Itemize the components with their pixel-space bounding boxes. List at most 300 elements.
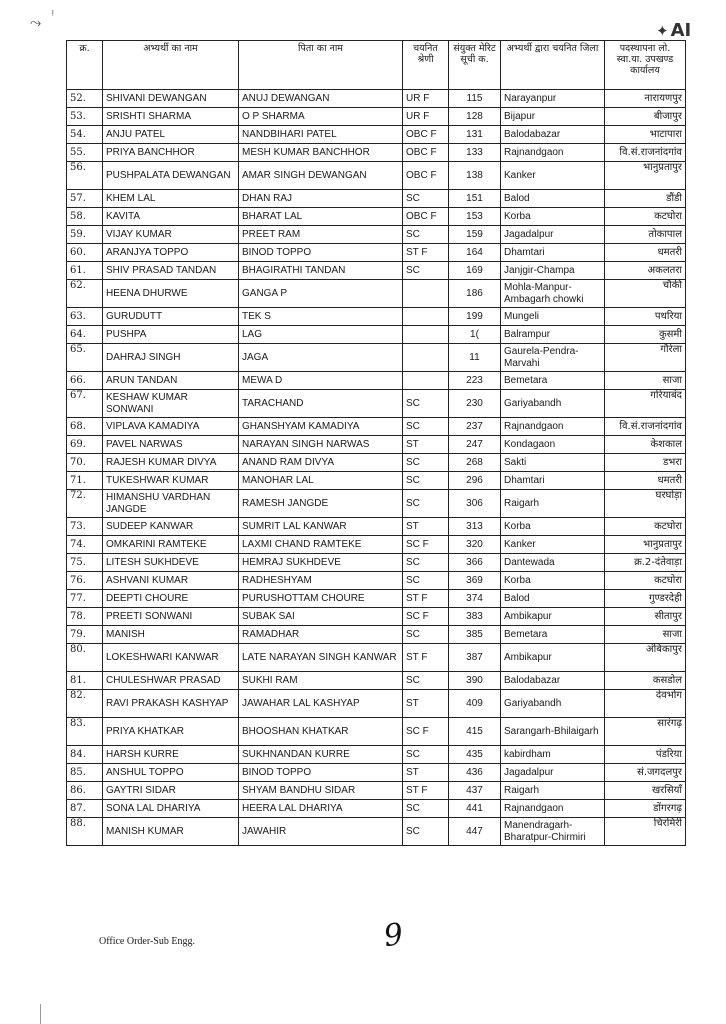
cell-merit: 11 — [449, 344, 501, 372]
cell-category: SC — [403, 418, 449, 436]
cell-sno: 67. — [67, 390, 103, 418]
cell-father-name: HEMRAJ SUKHDEVE — [239, 554, 403, 572]
cell-district: Raigarh — [501, 490, 605, 518]
cell-category: SC — [403, 390, 449, 418]
cell-district: Ambikapur — [501, 608, 605, 626]
cell-candidate-name: ARUN TANDAN — [103, 372, 239, 390]
cell-category: ST F — [403, 782, 449, 800]
cell-merit: 128 — [449, 108, 501, 126]
cell-father-name: MESH KUMAR BANCHHOR — [239, 144, 403, 162]
cell-sno: 87. — [67, 800, 103, 818]
cell-father-name: RADHESHYAM — [239, 572, 403, 590]
cell-district: Sarangarh-Bhilaigarh — [501, 718, 605, 746]
cell-candidate-name: HIMANSHU VARDHAN JANGDE — [103, 490, 239, 518]
cell-father-name: MEWA D — [239, 372, 403, 390]
cell-merit: 169 — [449, 262, 501, 280]
cell-merit: 447 — [449, 818, 501, 846]
table-row — [67, 244, 686, 262]
cell-father-name: GHANSHYAM KAMADIYA — [239, 418, 403, 436]
cell-category: OBC F — [403, 126, 449, 144]
cell-father-name: JAWAHIR — [239, 818, 403, 846]
table-header-row — [67, 41, 686, 90]
table-row — [67, 690, 686, 718]
cell-category: UR F — [403, 108, 449, 126]
cell-merit: 385 — [449, 626, 501, 644]
cell-office: भाटापारा — [605, 126, 686, 144]
header-district: अभ्यर्थी द्वारा चयनित जिला — [501, 41, 605, 90]
cell-category: OBC F — [403, 208, 449, 226]
cell-office: धमतरी — [605, 472, 686, 490]
cell-candidate-name: SRISHTI SHARMA — [103, 108, 239, 126]
cell-category: SC — [403, 554, 449, 572]
cell-category: SC — [403, 818, 449, 846]
cell-candidate-name: SHIVANI DEWANGAN — [103, 90, 239, 108]
cell-father-name: BINOD TOPPO — [239, 244, 403, 262]
cell-candidate-name: CHULESHWAR PRASAD — [103, 672, 239, 690]
cell-district: Balodabazar — [501, 672, 605, 690]
cell-sno: 80. — [67, 644, 103, 672]
cell-candidate-name: LOKESHWARI KANWAR — [103, 644, 239, 672]
cell-sno: 82. — [67, 690, 103, 718]
table-row — [67, 208, 686, 226]
cell-category: ST — [403, 436, 449, 454]
cell-district: Balodabazar — [501, 126, 605, 144]
cell-district: Gariyabandh — [501, 390, 605, 418]
cell-district: Kanker — [501, 162, 605, 190]
table-row — [67, 226, 686, 244]
cell-category: SC — [403, 226, 449, 244]
cell-category: UR F — [403, 90, 449, 108]
table-row — [67, 144, 686, 162]
cell-office: वि.सं.राजनांदगांव — [605, 144, 686, 162]
table-row — [67, 472, 686, 490]
cell-sno: 52. — [67, 90, 103, 108]
cell-sno: 62. — [67, 280, 103, 308]
cell-merit: 296 — [449, 472, 501, 490]
cell-district: Bemetara — [501, 626, 605, 644]
cell-candidate-name: ANJU PATEL — [103, 126, 239, 144]
cell-merit: 409 — [449, 690, 501, 718]
cell-district: Dhamtari — [501, 244, 605, 262]
cell-candidate-name: LITESH SUKHDEVE — [103, 554, 239, 572]
table-row — [67, 572, 686, 590]
posting-table — [66, 40, 686, 846]
table-row — [67, 280, 686, 308]
cell-district: Gaurela-Pendra-Marvahi — [501, 344, 605, 372]
cell-father-name: SUBAK SAI — [239, 608, 403, 626]
cell-category: SC — [403, 572, 449, 590]
cell-category: SC — [403, 262, 449, 280]
table-row — [67, 608, 686, 626]
cell-sno: 85. — [67, 764, 103, 782]
cell-office: अंबिकापुर — [605, 644, 686, 672]
cell-candidate-name: SHIV PRASAD TANDAN — [103, 262, 239, 280]
cell-candidate-name: MANISH — [103, 626, 239, 644]
table-row — [67, 764, 686, 782]
cell-father-name: PURUSHOTTAM CHOURE — [239, 590, 403, 608]
cell-sno: 81. — [67, 672, 103, 690]
cell-sno: 78. — [67, 608, 103, 626]
cell-office: साजा — [605, 626, 686, 644]
cell-category: SC — [403, 490, 449, 518]
cell-category: OBC F — [403, 162, 449, 190]
cell-merit: 366 — [449, 554, 501, 572]
cell-candidate-name: KHEM LAL — [103, 190, 239, 208]
cell-sno: 53. — [67, 108, 103, 126]
cell-merit: 151 — [449, 190, 501, 208]
cell-merit: 133 — [449, 144, 501, 162]
cell-merit: 313 — [449, 518, 501, 536]
table-row — [67, 190, 686, 208]
cell-office: वि.सं.राजनांदगांव — [605, 418, 686, 436]
cell-category: SC — [403, 746, 449, 764]
cell-merit: 390 — [449, 672, 501, 690]
cell-merit: 374 — [449, 590, 501, 608]
cell-sno: 56. — [67, 162, 103, 190]
cell-category: SC — [403, 190, 449, 208]
table-row — [67, 536, 686, 554]
cell-category: SC F — [403, 536, 449, 554]
cell-office: डभरा — [605, 454, 686, 472]
cell-sno: 54. — [67, 126, 103, 144]
cell-father-name: LAG — [239, 326, 403, 344]
cell-office: डोंगरगढ़ — [605, 800, 686, 818]
cell-sno: 73. — [67, 518, 103, 536]
cell-candidate-name: DAHRAJ SINGH — [103, 344, 239, 372]
cell-father-name: JAGA — [239, 344, 403, 372]
cell-sno: 83. — [67, 718, 103, 746]
cell-father-name: GANGA P — [239, 280, 403, 308]
cell-category: ST — [403, 690, 449, 718]
cell-category: ST — [403, 518, 449, 536]
cell-merit: 415 — [449, 718, 501, 746]
cell-candidate-name: PAVEL NARWAS — [103, 436, 239, 454]
cell-father-name: NANDBIHARI PATEL — [239, 126, 403, 144]
table-row — [67, 626, 686, 644]
cell-district: Ambikapur — [501, 644, 605, 672]
table-row — [67, 818, 686, 846]
table-row — [67, 162, 686, 190]
cell-candidate-name: SONA LAL DHARIYA — [103, 800, 239, 818]
table-row — [67, 126, 686, 144]
cell-district: Gariyabandh — [501, 690, 605, 718]
cell-merit: 383 — [449, 608, 501, 626]
cell-father-name: SHYAM BANDHU SIDAR — [239, 782, 403, 800]
cell-father-name: ANAND RAM DIVYA — [239, 454, 403, 472]
cell-father-name: JAWAHAR LAL KASHYAP — [239, 690, 403, 718]
cell-candidate-name: RAVI PRAKASH KASHYAP — [103, 690, 239, 718]
cell-father-name: RAMESH JANGDE — [239, 490, 403, 518]
cell-merit: 159 — [449, 226, 501, 244]
cell-office: धमतरी — [605, 244, 686, 262]
cell-father-name: SUKHI RAM — [239, 672, 403, 690]
cell-candidate-name: VIJAY KUMAR — [103, 226, 239, 244]
cell-district: Manendragarh-Bharatpur-Chirmiri — [501, 818, 605, 846]
cell-candidate-name: GURUDUTT — [103, 308, 239, 326]
table-row — [67, 454, 686, 472]
header-office: पदस्थापना लो. स्वा.या. उपखण्ड कार्यालय — [605, 41, 686, 90]
cell-district: Korba — [501, 208, 605, 226]
table-row — [67, 326, 686, 344]
cell-category — [403, 308, 449, 326]
cell-sno: 59. — [67, 226, 103, 244]
cell-sno: 64. — [67, 326, 103, 344]
cell-district: Dantewada — [501, 554, 605, 572]
cell-district: Mungeli — [501, 308, 605, 326]
cell-candidate-name: PUSHPALATA DEWANGAN — [103, 162, 239, 190]
ai-watermark — [656, 20, 691, 41]
cell-district: Korba — [501, 518, 605, 536]
cell-office: चिरमिरी — [605, 818, 686, 846]
ai-watermark-label: AI — [670, 20, 692, 41]
cell-sno: 75. — [67, 554, 103, 572]
cell-office: कटघोरा — [605, 208, 686, 226]
cell-candidate-name: HARSH KURRE — [103, 746, 239, 764]
cell-father-name: LAXMI CHAND RAMTEKE — [239, 536, 403, 554]
cell-merit: 247 — [449, 436, 501, 454]
cell-merit: 441 — [449, 800, 501, 818]
cell-sno: 70. — [67, 454, 103, 472]
cell-office: बीजापुर — [605, 108, 686, 126]
cell-office: खरसियाँ — [605, 782, 686, 800]
cell-office: सारंगढ़ — [605, 718, 686, 746]
cell-office: गुण्डरदेही — [605, 590, 686, 608]
cell-office: पथरिया — [605, 308, 686, 326]
cell-office: गौरेला — [605, 344, 686, 372]
cell-father-name: BHOOSHAN KHATKAR — [239, 718, 403, 746]
cell-sno: 68. — [67, 418, 103, 436]
cell-candidate-name: OMKARINI RAMTEKE — [103, 536, 239, 554]
cell-father-name: BINOD TOPPO — [239, 764, 403, 782]
cell-office: गरियाबंद — [605, 390, 686, 418]
cell-merit: 436 — [449, 764, 501, 782]
cell-merit: 387 — [449, 644, 501, 672]
header-father-name: पिता का नाम — [239, 41, 403, 90]
sparkle-icon: ✦ — [656, 22, 669, 40]
table-row — [67, 800, 686, 818]
cell-category — [403, 280, 449, 308]
edge-mark — [40, 1004, 41, 1024]
cell-father-name: DHAN RAJ — [239, 190, 403, 208]
cell-merit: 186 — [449, 280, 501, 308]
cell-merit: 1( — [449, 326, 501, 344]
cell-category: ST F — [403, 644, 449, 672]
cell-sno: 71. — [67, 472, 103, 490]
cell-office: साजा — [605, 372, 686, 390]
cell-candidate-name: GAYTRI SIDAR — [103, 782, 239, 800]
table-row — [67, 718, 686, 746]
cell-office: सीतापुर — [605, 608, 686, 626]
cell-father-name: HEERA LAL DHARIYA — [239, 800, 403, 818]
cell-sno: 61. — [67, 262, 103, 280]
cell-category: SC — [403, 672, 449, 690]
cell-category: SC — [403, 472, 449, 490]
cell-merit: 131 — [449, 126, 501, 144]
table-row — [67, 372, 686, 390]
cell-father-name: PREET RAM — [239, 226, 403, 244]
cell-candidate-name: ANSHUL TOPPO — [103, 764, 239, 782]
cell-district: Kondagaon — [501, 436, 605, 454]
cell-sno: 60. — [67, 244, 103, 262]
table-row — [67, 344, 686, 372]
table-row — [67, 644, 686, 672]
cell-candidate-name: MANISH KUMAR — [103, 818, 239, 846]
cell-office: कटघोरा — [605, 518, 686, 536]
cell-sno: 86. — [67, 782, 103, 800]
cell-merit: 138 — [449, 162, 501, 190]
cell-father-name: TARACHAND — [239, 390, 403, 418]
cell-candidate-name: HEENA DHURWE — [103, 280, 239, 308]
cell-merit: 223 — [449, 372, 501, 390]
cell-father-name: NARAYAN SINGH NARWAS — [239, 436, 403, 454]
cell-sno: 55. — [67, 144, 103, 162]
cell-father-name: TEK S — [239, 308, 403, 326]
cell-father-name: SUKHNANDAN KURRE — [239, 746, 403, 764]
table-row — [67, 436, 686, 454]
cell-candidate-name: KAVITA — [103, 208, 239, 226]
cell-category: SC F — [403, 718, 449, 746]
cell-office: केशकाल — [605, 436, 686, 454]
cell-sno: 63. — [67, 308, 103, 326]
cell-merit: 230 — [449, 390, 501, 418]
cell-category: OBC F — [403, 144, 449, 162]
cell-district: Mohla-Manpur-Ambagarh chowki — [501, 280, 605, 308]
cell-sno: 77. — [67, 590, 103, 608]
cell-district: Korba — [501, 572, 605, 590]
cell-office: नारायणपुर — [605, 90, 686, 108]
margin-scribble: ⤳ — [30, 14, 42, 30]
table-row — [67, 308, 686, 326]
cell-candidate-name: ASHVANI KUMAR — [103, 572, 239, 590]
cell-father-name: AMAR SINGH DEWANGAN — [239, 162, 403, 190]
margin-mark: ᵎ — [52, 8, 54, 20]
cell-district: Kanker — [501, 536, 605, 554]
cell-merit: 306 — [449, 490, 501, 518]
cell-merit: 237 — [449, 418, 501, 436]
table-row — [67, 108, 686, 126]
cell-district: Rajnandgaon — [501, 418, 605, 436]
cell-candidate-name: RAJESH KUMAR DIVYA — [103, 454, 239, 472]
table-row — [67, 90, 686, 108]
cell-office: तोकापाल — [605, 226, 686, 244]
cell-sno: 65. — [67, 344, 103, 372]
table-row — [67, 590, 686, 608]
cell-district: Jagadalpur — [501, 764, 605, 782]
footer-text: Office Order-Sub Engg. — [99, 936, 195, 947]
cell-merit: 435 — [449, 746, 501, 764]
cell-district: kabirdham — [501, 746, 605, 764]
header-sno: क्र. — [67, 41, 103, 90]
cell-category: SC — [403, 454, 449, 472]
header-merit: संयुक्त मेरिट सूची क. — [449, 41, 501, 90]
cell-district: Balrampur — [501, 326, 605, 344]
cell-candidate-name: ARANJYA TOPPO — [103, 244, 239, 262]
cell-category — [403, 326, 449, 344]
cell-merit: 115 — [449, 90, 501, 108]
cell-office: सं.जगदलपुर — [605, 764, 686, 782]
table-row — [67, 746, 686, 764]
cell-sno: 69. — [67, 436, 103, 454]
cell-district: Raigarh — [501, 782, 605, 800]
cell-office: डौंडी — [605, 190, 686, 208]
cell-candidate-name: PRIYA KHATKAR — [103, 718, 239, 746]
cell-district: Bemetara — [501, 372, 605, 390]
cell-office: कुसमी — [605, 326, 686, 344]
cell-office: क्र.2-दंतेवाड़ा — [605, 554, 686, 572]
cell-merit: 153 — [449, 208, 501, 226]
header-category: चयनित श्रेणी — [403, 41, 449, 90]
cell-office: भानुप्रतापुर — [605, 536, 686, 554]
table-row — [67, 672, 686, 690]
cell-office: चौकी — [605, 280, 686, 308]
cell-father-name: SUMRIT LAL KANWAR — [239, 518, 403, 536]
cell-sno: 84. — [67, 746, 103, 764]
cell-office: अकलतरा — [605, 262, 686, 280]
cell-office: घरघोड़ा — [605, 490, 686, 518]
table-row — [67, 782, 686, 800]
table-row — [67, 390, 686, 418]
cell-sno: 57. — [67, 190, 103, 208]
cell-district: Sakti — [501, 454, 605, 472]
cell-father-name: BHARAT LAL — [239, 208, 403, 226]
cell-candidate-name: PRIYA BANCHHOR — [103, 144, 239, 162]
table-row — [67, 418, 686, 436]
cell-district: Rajnandgaon — [501, 144, 605, 162]
cell-district: Dhamtari — [501, 472, 605, 490]
cell-sno: 74. — [67, 536, 103, 554]
cell-father-name: MANOHAR LAL — [239, 472, 403, 490]
cell-candidate-name: DEEPTI CHOURE — [103, 590, 239, 608]
cell-father-name: BHAGIRATHI TANDAN — [239, 262, 403, 280]
handwritten-page-number: 9 — [381, 916, 406, 955]
header-candidate-name: अभ्यर्थी का नाम — [103, 41, 239, 90]
cell-district: Bijapur — [501, 108, 605, 126]
cell-district: Narayanpur — [501, 90, 605, 108]
cell-office: पंडरिया — [605, 746, 686, 764]
cell-sno: 79. — [67, 626, 103, 644]
cell-office: कटघोरा — [605, 572, 686, 590]
cell-sno: 66. — [67, 372, 103, 390]
cell-father-name: O P SHARMA — [239, 108, 403, 126]
cell-merit: 164 — [449, 244, 501, 262]
table-row — [67, 518, 686, 536]
table-row — [67, 262, 686, 280]
cell-father-name: RAMADHAR — [239, 626, 403, 644]
cell-district: Balod — [501, 590, 605, 608]
cell-candidate-name: PREETI SONWANI — [103, 608, 239, 626]
cell-sno: 72. — [67, 490, 103, 518]
cell-candidate-name: PUSHPA — [103, 326, 239, 344]
cell-category — [403, 344, 449, 372]
cell-district: Balod — [501, 190, 605, 208]
cell-category — [403, 372, 449, 390]
cell-father-name: LATE NARAYAN SINGH KANWAR — [239, 644, 403, 672]
cell-candidate-name: SUDEEP KANWAR — [103, 518, 239, 536]
cell-district: Jagadalpur — [501, 226, 605, 244]
cell-district: Janjgir-Champa — [501, 262, 605, 280]
cell-category: SC F — [403, 608, 449, 626]
cell-office: देवभोग — [605, 690, 686, 718]
cell-sno: 76. — [67, 572, 103, 590]
table-row — [67, 490, 686, 518]
cell-candidate-name: KESHAW KUMAR SONWANI — [103, 390, 239, 418]
cell-merit: 369 — [449, 572, 501, 590]
cell-category: ST F — [403, 244, 449, 262]
cell-office: भानुप्रतापुर — [605, 162, 686, 190]
cell-category: SC — [403, 800, 449, 818]
cell-candidate-name: VIPLAVA KAMADIYA — [103, 418, 239, 436]
cell-merit: 320 — [449, 536, 501, 554]
